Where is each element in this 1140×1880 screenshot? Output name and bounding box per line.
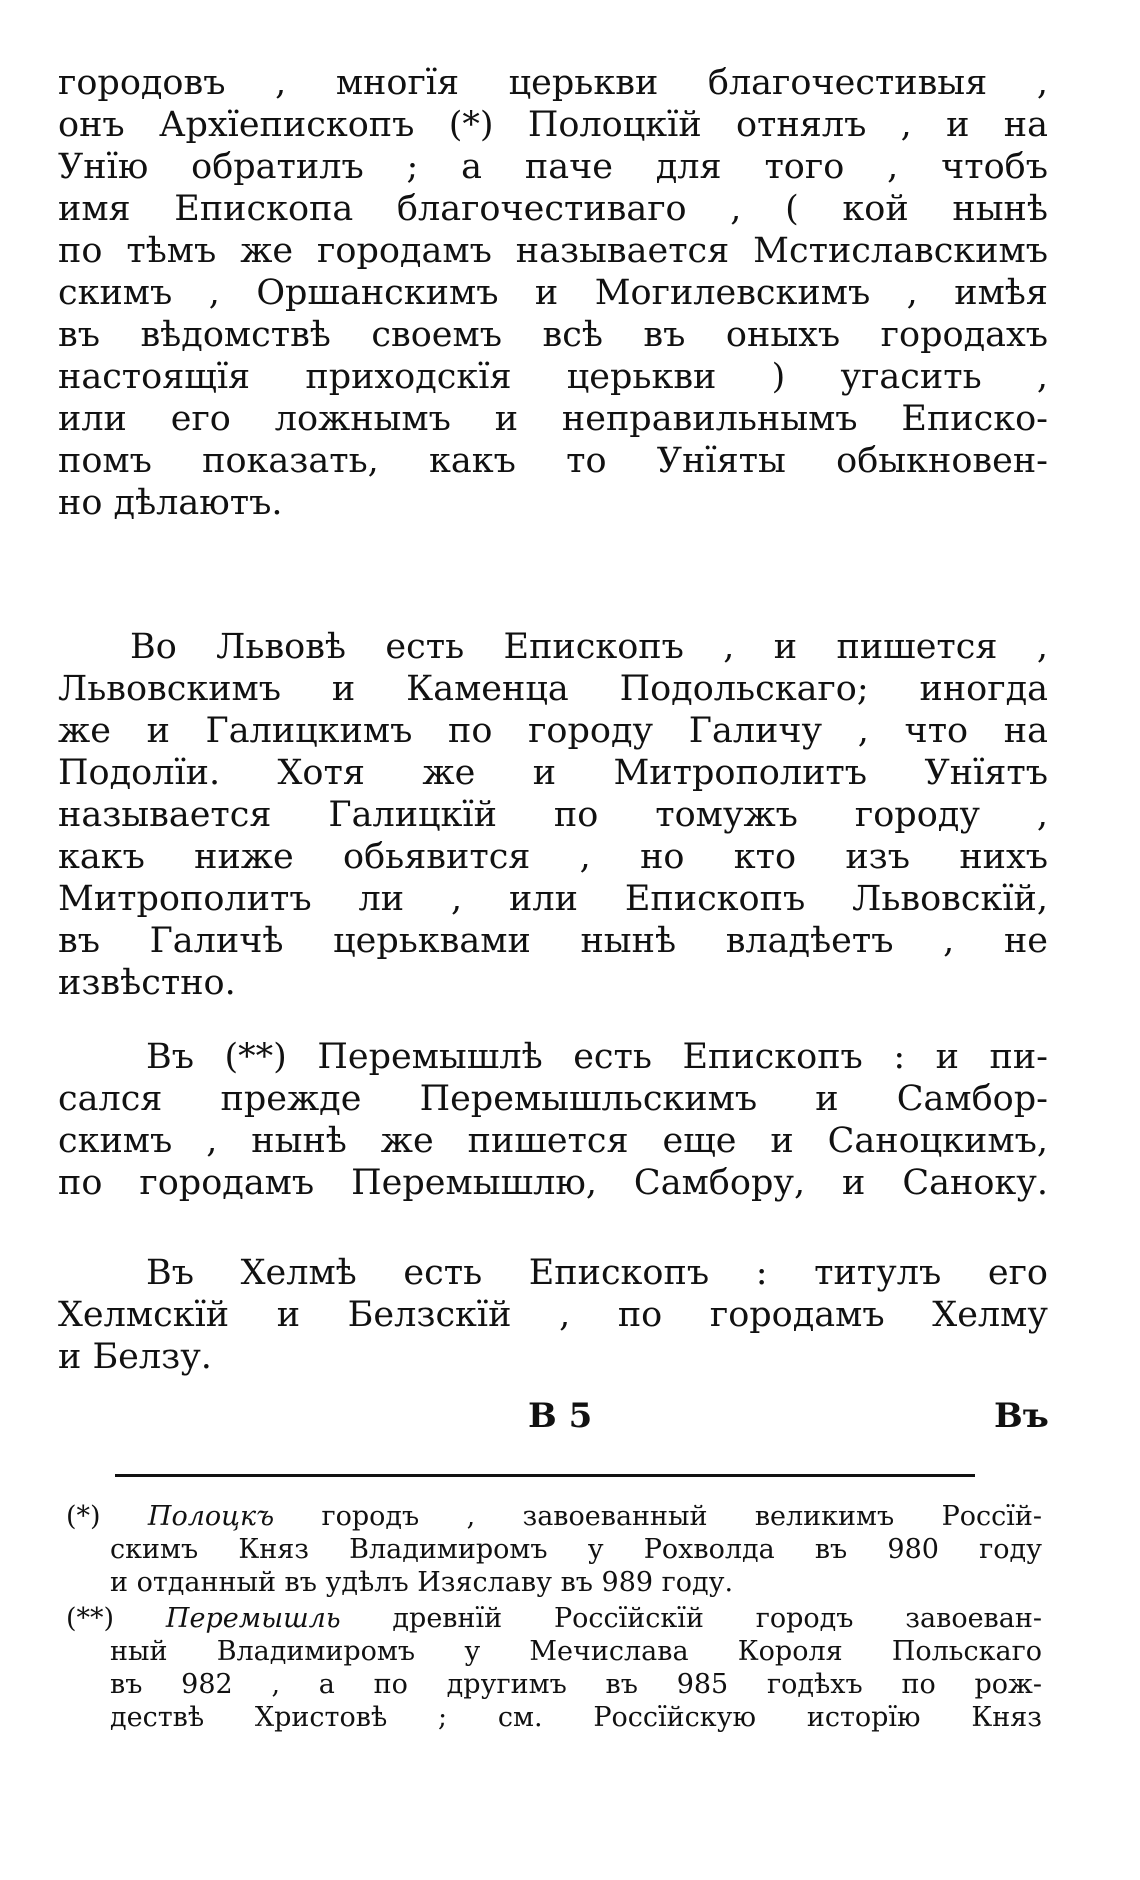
- footnote-1: [66, 1500, 1042, 1599]
- text-line: но дѣлаютъ.: [58, 483, 283, 523]
- text-line: настоящїя приходскїя церькви ) угасить ,: [58, 357, 1048, 397]
- text-line: онъ Архїепископъ (*) Полоцкїй отнялъ , и на: [58, 105, 1048, 145]
- text-line: Митрополитъ ли , или Епископъ Львовскїй,: [58, 879, 1048, 919]
- text-line: скимъ , нынѣ же пишется еще и Саноцкимъ,: [58, 1121, 1048, 1161]
- footnote-term: Перемышль: [165, 1603, 341, 1634]
- footnote-line: и отданный въ удѣлъ Изяславу въ 989 году.: [110, 1567, 734, 1598]
- text-line: имя Епископа благочестиваго , ( кой нынѣ: [58, 189, 1048, 229]
- text-line: Хелмскїй и Белзскїй , по городамъ Хелму: [58, 1295, 1048, 1335]
- text-line: Подолїи. Хотя же и Митрополитъ Унїятъ: [58, 753, 1048, 793]
- footnote-line: скимъ Княз Владимиромъ у Рохволда въ 980 году: [110, 1534, 1042, 1565]
- footnote-line: [66, 1602, 1042, 1635]
- text-line: сался прежде Перемышльскимъ и Самбор-: [58, 1079, 1048, 1119]
- text-line: Во Львовѣ есть Епископъ , и пишется ,: [130, 627, 1048, 667]
- text-line: Львовскимъ и Каменца Подольскаго; иногда: [58, 669, 1048, 709]
- catchword: Въ: [994, 1396, 1049, 1436]
- text-line: какъ ниже обьявится , но кто изъ нихъ: [58, 837, 1048, 877]
- footnote-line: въ 982 , а по другимъ въ 985 годѣхъ по рож-: [110, 1669, 1042, 1700]
- text-line: Въ (**) Перемышлѣ есть Епископъ : и пи-: [146, 1037, 1048, 1077]
- text-line: городовъ , многїя церькви благочестивыя ,: [58, 63, 1048, 103]
- text-line: или его ложнымъ и неправильнымъ Еписко-: [58, 399, 1048, 439]
- footnote-term: Полоцкъ: [147, 1501, 275, 1532]
- text-line: извѣстно.: [58, 963, 236, 1003]
- footnote-line: [66, 1500, 1042, 1533]
- text-line: же и Галицкимъ по городу Галичу , что на: [58, 711, 1048, 751]
- footnote-2: [66, 1602, 1042, 1734]
- paragraph-1: [58, 62, 1048, 524]
- paragraph-4: [58, 1252, 1048, 1378]
- text-line: скимъ , Оршанскимъ и Могилевскимъ , имѣя: [58, 273, 1048, 313]
- footnote-rule: [115, 1474, 975, 1477]
- text-line: и Белзу.: [58, 1337, 212, 1377]
- text-line: по тѣмъ же городамъ называется Мстиславскимъ: [58, 231, 1048, 271]
- text-line: по городамъ Перемышлю, Самбору, и Саноку.: [58, 1163, 1048, 1203]
- paragraph-3: [58, 1036, 1048, 1204]
- footnote-text: городъ , завоеванный великимъ Россїй-: [321, 1501, 1042, 1532]
- footnote-marker: (*): [66, 1501, 101, 1532]
- footnote-line: ный Владимиромъ у Мечислава Короля Польскаго: [110, 1636, 1042, 1667]
- signature-mark: В 5: [528, 1396, 593, 1436]
- text-line: въ Галичѣ церьквами нынѣ владѣетъ , не: [58, 921, 1048, 961]
- text-line: Унїю обратилъ ; а паче для того , чтобъ: [58, 147, 1048, 187]
- text-line: называется Галицкїй по томужъ городу ,: [58, 795, 1048, 835]
- footnote-line: деcтвѣ Христовѣ ; см. Россїйскую исторїю Княз: [110, 1702, 1042, 1733]
- text-line: Въ Хелмѣ есть Епископъ : титулъ его: [146, 1253, 1048, 1293]
- footnote-marker: (**): [66, 1603, 115, 1634]
- footnote-text: древнїй Россїйскїй городъ завоеван-: [392, 1603, 1042, 1634]
- text-line: въ вѣдомствѣ своемъ всѣ въ оныхъ городахъ: [58, 315, 1048, 355]
- page-signature-line: [0, 1396, 1140, 1440]
- paragraph-2: [58, 626, 1048, 1004]
- text-line: помъ показать, какъ то Унїяты обыкновен-: [58, 441, 1048, 481]
